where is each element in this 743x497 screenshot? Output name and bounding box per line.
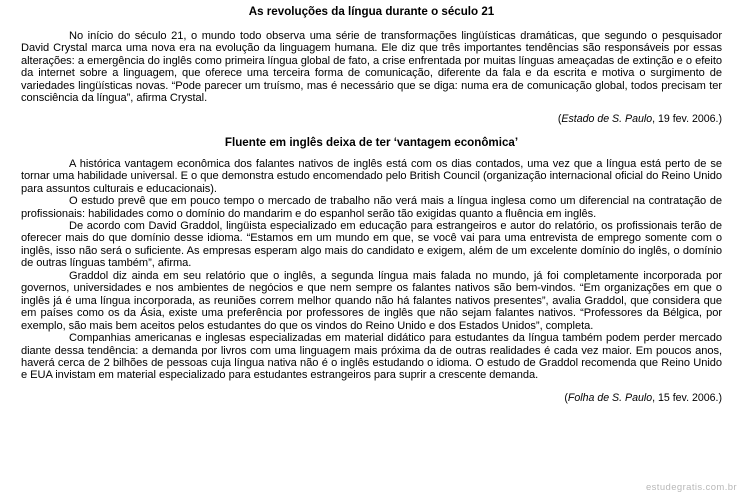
article1-source-open: ( (557, 112, 562, 125)
article1-source (21, 113, 722, 125)
watermark: estudegratis.com.br (645, 482, 737, 493)
article2-source-open: ( (564, 391, 568, 404)
article1-paragraph-1: No início do século 21, o mundo todo observa uma série de transformações lingüísticas dramáticas, que segundo o pesquisador David Crystal marca uma nova era na evolução da linguagem humana. Ele diz que três importantes tendências são responsáveis por essas alterações: a emergência do inglês como primeira língua global de fato, a crise enfrentada por muitas línguas ameaçadas de extinção e o efeito da internet sobre a linguagem, que oferece uma terceira forma de comunicação, diferente da fala e da escrita e motiva o surgimento de variedades lingüísticas novas. “Pode parecer um truísmo, mas é necessário que se diga: numa era de comunicação global, todos precisam ter consciência da língua”, afirma Crystal. (21, 30, 722, 105)
article2-paragraph-5: Companhias americanas e inglesas especializadas em material didático para estudantes da língua também podem perder mercado diante dessa tendência: a demanda por livros com uma linguagem mais próxima da de outras realidades é cada vez maior. Em poucos anos, haverá cerca de 2 bilhões de pessoas cuja língua nativa não é o inglês estudando o idioma. O estudo de Graddol recomenda que Reino Unido e EUA invistam em material especializado para estudantes estrangeiros para suprir a crescente demanda. (21, 332, 722, 382)
article2-paragraph-2: O estudo prevê que em pouco tempo o mercado de trabalho não verá mais a língua inglesa como um diferencial na contratação de profissionais: habilidades como o domínio do mandarim e do espanhol serão tão exigidas quanto a fluência em inglês. (21, 195, 722, 220)
article1-title: As revoluções da língua durante o século 21 (248, 5, 495, 18)
document-page (21, 2, 722, 404)
article2-paragraph-1: A histórica vantagem econômica dos falantes nativos de inglês está com os dias contados, uma vez que a língua está perto de se tornar uma habilidade universal. E o que demonstra estudo encomendado pelo British Council (organização internacional oficial do Reino Unido para assuntos culturais e educacionais). (21, 157, 722, 195)
article2-source (21, 392, 722, 404)
article2-paragraph-3: De acordo com David Graddol, lingüista especializado em educação para estrangeiros e autor do relatório, os profissionais terão de oferecer mais do que domínio desse idioma. “Estamos em um mundo em que, se você vai para uma entrevista de emprego somente com o inglês, isso não será o suficiente. As empresas esperam algo mais do candidato e exigem, além de um excelente domínio do inglês, o domínio de outras línguas também”, afirma. (21, 219, 722, 270)
article1-source-date: , 19 fev. 2006.) (652, 112, 722, 125)
article2-source-date: , 15 fev. 2006.) (652, 391, 722, 404)
article2-source-name: Folha de S. Paulo (567, 391, 653, 404)
article2-title: Fluente em inglês deixa de ter ‘vantagem econômica’ (224, 135, 519, 149)
article2-paragraph-4: Graddol diz ainda em seu relatório que o inglês, a segunda língua mais falada no mundo, já foi completamente incorporada por governos, universidades e nos ambientes de negócios e que nem sempre os falantes nativos são bem-vindos. “Em organizações em que o inglês já é uma língua incorporada, as reuniões correm melhor quando não há falantes nativos presentes”, avalia Graddol, que considera que em países como os da Ásia, existe uma preferência por professores de inglês que não sejam falantes nativos. “Professores da Bélgica, por exemplo, são mais bem aceitos pelos estudantes do que os vindos do Reino Unido e dos Estados Unidos”, completa. (21, 269, 722, 332)
article1-source-name: Estado de S. Paulo (561, 112, 653, 125)
